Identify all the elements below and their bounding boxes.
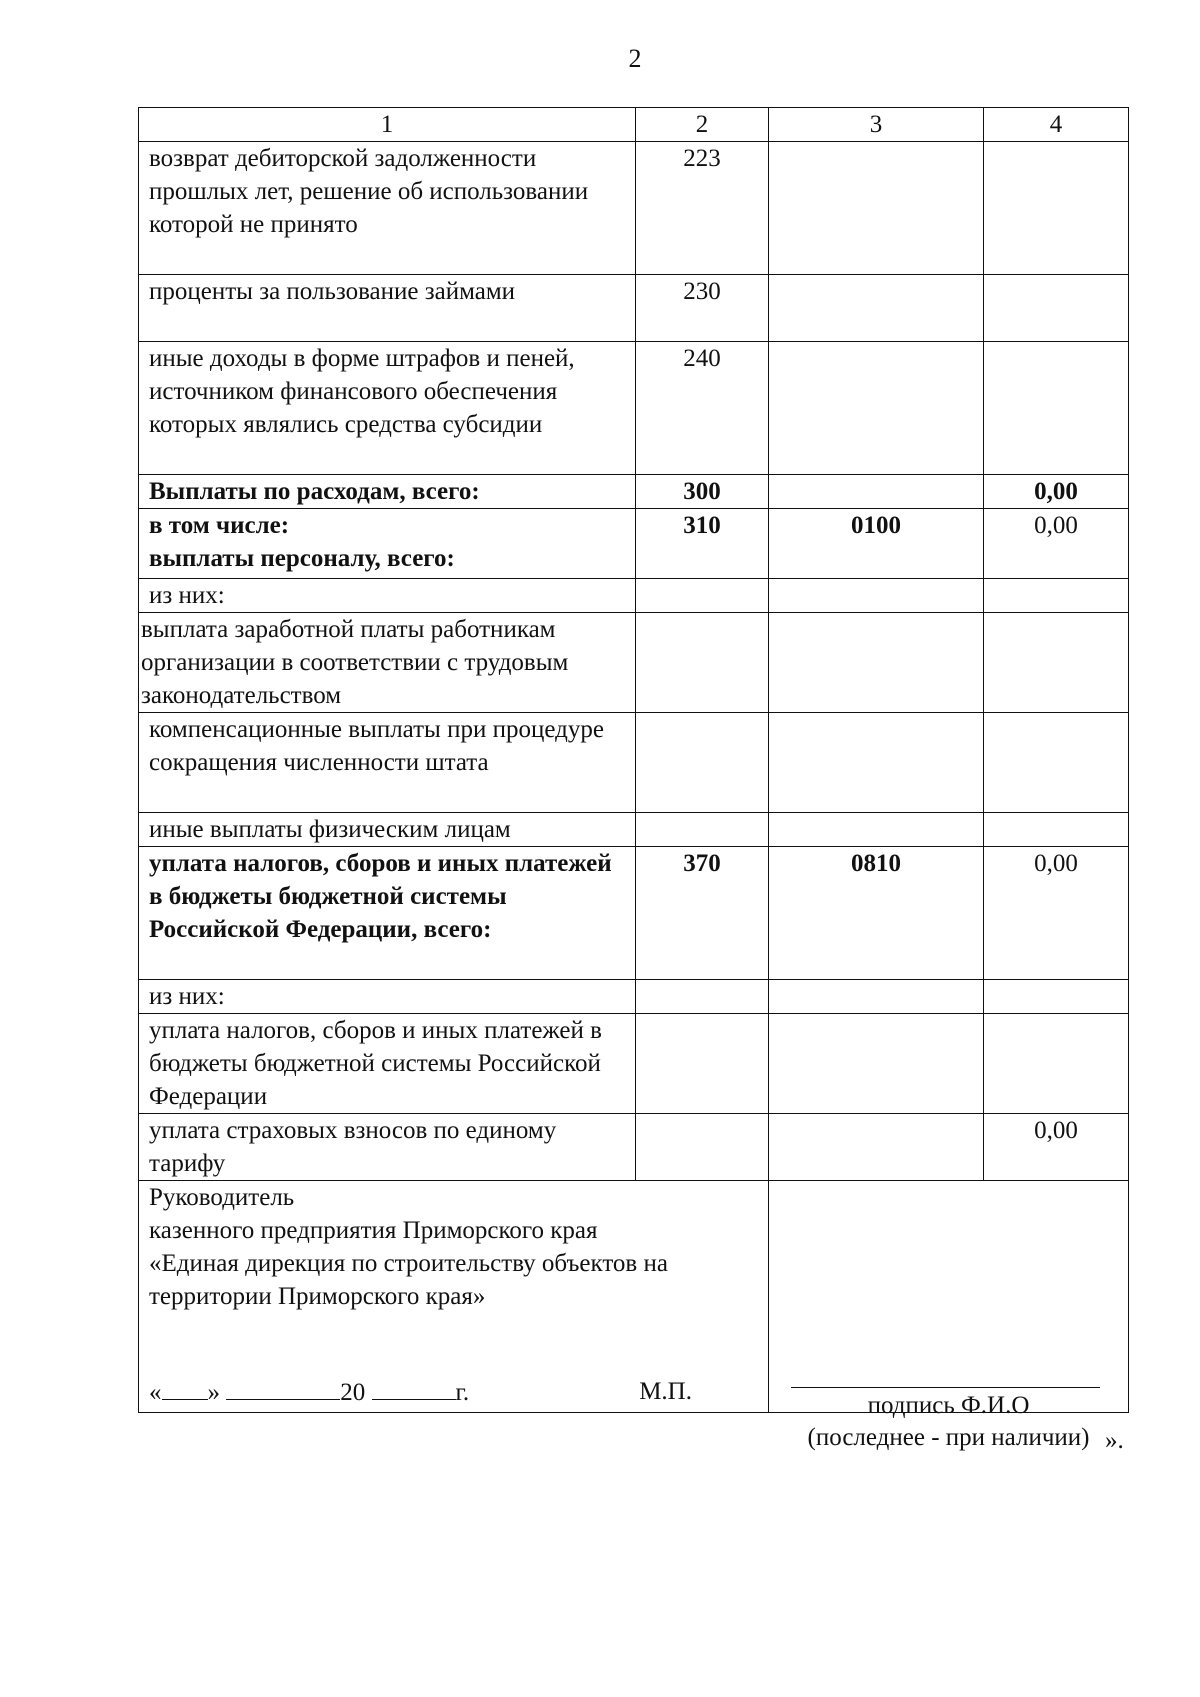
stamp-place: М.П. [639, 1378, 692, 1405]
row-name: уплата налогов, сборов и иных платежей в бюджеты бюджетной системы Российской Федерации [139, 1014, 636, 1114]
row-kosgu [769, 980, 984, 1014]
year-prefix: 20 [340, 1379, 366, 1406]
table-row-taxes [139, 1014, 1129, 1114]
row-name: из них: [139, 579, 636, 613]
signer-role: Руководитель [149, 1184, 295, 1211]
row-kosgu [769, 813, 984, 847]
row-name: проценты за пользование займами [139, 275, 636, 342]
row-sum [984, 142, 1129, 275]
table-row-230 [139, 275, 1129, 342]
row-code: 230 [636, 275, 769, 342]
row-code: 240 [636, 342, 769, 475]
table-row-310 [139, 509, 1129, 579]
row-name: иные выплаты физическим лицам [139, 813, 636, 847]
row-name: возврат дебиторской задолженности прошлых лет, решение об использовании которой не принято [139, 142, 636, 275]
row-kosgu [769, 613, 984, 713]
signer-org-line2: «Единая дирекция по строительству объектов на территории Приморского края» [149, 1250, 668, 1310]
row-code [636, 1114, 769, 1181]
table-row-370 [139, 847, 1129, 980]
row-sum: 0,00 [984, 1114, 1129, 1181]
row-code [636, 713, 769, 813]
header-col-3: 3 [769, 108, 984, 142]
row-code: 223 [636, 142, 769, 275]
header-col-1: 1 [139, 108, 636, 142]
row-kosgu [769, 1014, 984, 1114]
signer-org-line1: казенного предприятия Приморского края [149, 1217, 598, 1244]
year-blank [372, 1375, 456, 1400]
row-kosgu [769, 713, 984, 813]
signature-caption: подпись Ф.И.О [867, 1392, 1030, 1419]
row-code [636, 980, 769, 1014]
date-line [149, 1375, 469, 1409]
row-kosgu [769, 1114, 984, 1181]
table-row-iz-nih-1 [139, 579, 1129, 613]
signature-line [791, 1387, 1100, 1388]
row-code [636, 613, 769, 713]
row-name [139, 509, 636, 579]
row-code [636, 579, 769, 613]
table-row-223 [139, 142, 1129, 275]
row-kosgu: 0810 [769, 847, 984, 980]
row-code: 300 [636, 475, 769, 509]
header-col-4: 4 [984, 108, 1129, 142]
row-kosgu: 0100 [769, 509, 984, 579]
row-kosgu [769, 475, 984, 509]
row-name: уплата налогов, сборов и иных платежей в бюджеты бюджетной системы Российской Федерации, всего: [139, 847, 636, 980]
row-sum [984, 813, 1129, 847]
row-name: компенсационные выплаты при процедуре сокращения численности штата [139, 713, 636, 813]
row-kosgu [769, 342, 984, 475]
row-code [636, 813, 769, 847]
day-blank [162, 1375, 208, 1400]
table-row-insurance [139, 1114, 1129, 1181]
table-row-salary [139, 613, 1129, 713]
row-kosgu [769, 275, 984, 342]
table-row-iz-nih-2 [139, 980, 1129, 1014]
signature-caption-note: (последнее - при наличии) [807, 1424, 1090, 1451]
row-sum [984, 1014, 1129, 1114]
row-name: Выплаты по расходам, всего: [139, 475, 636, 509]
row-name: уплата страховых взносов по единому тарифу [139, 1114, 636, 1181]
row-sum [984, 579, 1129, 613]
header-col-2: 2 [636, 108, 769, 142]
row-name-line2: выплаты персоналу, всего: [149, 545, 455, 572]
table-row-other-payments [139, 813, 1129, 847]
row-sum [984, 342, 1129, 475]
finance-table [138, 107, 1129, 1451]
table-row-compensation [139, 713, 1129, 813]
signature-block [139, 1181, 769, 1413]
table-header-row [139, 108, 1129, 142]
signature-field [769, 1181, 1129, 1451]
signature-row [139, 1181, 1129, 1413]
row-name-line1: в том числе: [149, 512, 290, 539]
closing-quote: ». [1105, 1427, 1124, 1454]
row-sum [984, 713, 1129, 813]
row-sum [984, 613, 1129, 713]
table-row-300 [139, 475, 1129, 509]
row-sum [984, 980, 1129, 1014]
year-suffix: г. [455, 1379, 470, 1406]
row-sum: 0,00 [984, 509, 1129, 579]
row-sum [984, 275, 1129, 342]
row-kosgu [769, 142, 984, 275]
row-code [636, 1014, 769, 1114]
date-close-quote: » [207, 1379, 220, 1406]
row-name: из них: [139, 980, 636, 1014]
row-code: 370 [636, 847, 769, 980]
date-open-quote: « [149, 1379, 162, 1406]
row-name: иные доходы в форме штрафов и пеней, источником финансового обеспечения которых являлись средства субсидии [139, 342, 636, 475]
row-code: 310 [636, 509, 769, 579]
row-kosgu [769, 579, 984, 613]
table-row-240 [139, 342, 1129, 475]
row-sum: 0,00 [984, 847, 1129, 980]
page-number: 2 [628, 44, 642, 73]
row-name: выплата заработной платы работникам организации в соответствии с трудовым законодательством [139, 613, 636, 713]
row-sum: 0,00 [984, 475, 1129, 509]
month-blank [226, 1375, 340, 1400]
